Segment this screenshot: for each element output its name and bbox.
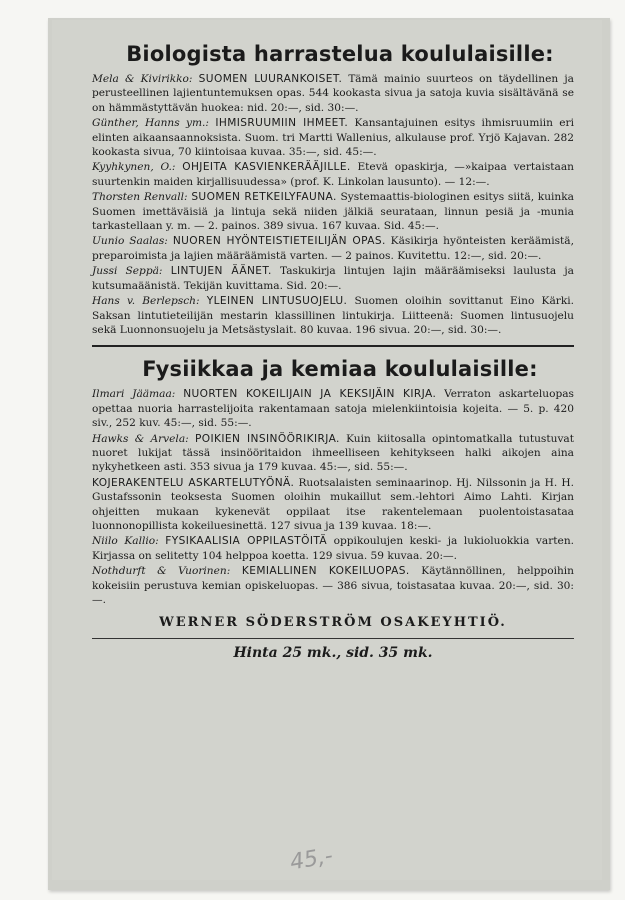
book-description: Käytännöllinen, helppoihin kokeisiin perustuva kemian opiskeluopas. — 386 sivua, toistasataa kuvaa. 20:—, sid. 30:—. xyxy=(92,565,574,606)
book-entry xyxy=(92,160,574,189)
book-author: Niilo Kallio: xyxy=(92,535,159,548)
biology-book-list xyxy=(92,72,574,337)
book-description: Ruotsalaisten seminaarinop. Hj. Nilssonin ja H. H. Gustafssonin teoksesta Suomen oloihin mukaillut sem.-lehtori Aimo Lahti. Kirjan ohjeitten mukaan kykenevät oppilaat itse rakentelemaan puolentoistasataa luonnonopillista kokeiluesinettä. 127 sivua ja 139 kuvaa. 18:—. xyxy=(92,476,575,532)
book-title: OHJEITA KASVIENKERÄÄJILLE. xyxy=(182,161,351,174)
book-entry xyxy=(92,432,574,475)
book-description: Systemaattis-biologinen esitys siitä, kuinka Suomen imettäväisiä ja lintuja sekä niiden jälkiä seurataan, linnun pesiä ja -munia tarkastellaan y. m. — 2. painos. 389 sivua. 167 kuvaa. Sid. 45:—. xyxy=(92,191,574,233)
book-author: Thorsten Renvall: xyxy=(92,191,188,204)
physics-book-list xyxy=(92,387,574,607)
back-cover-page xyxy=(52,20,602,880)
book-description: Käsikirja hyönteisten keräämistä, preparoimista ja lajien määräämistä varten. — 2 painos. Kuvitettu. 12:—, sid. 20:—. xyxy=(92,235,574,262)
book-author: Ilmari Jäämaa: xyxy=(92,388,176,401)
book-title: LINTUJEN ÄÄNET. xyxy=(170,265,272,278)
biology-heading: Biologista harrastelua koululaisille: xyxy=(126,42,554,66)
book-author: Mela & Kivirikko: xyxy=(92,73,193,85)
book-author: Günther, Hanns ym.: xyxy=(92,117,209,130)
book-description: Kuin kiitosalla opintomatkalla tutustuvat nuoret lukijat tässä insinööritaidon ihmeelliseen kehitykseen halki aikojen aina nykyhetkeen asti. 353 sivua ja 179 kuvaa. 45:—, sid. 55:—. xyxy=(92,432,575,474)
book-author: Hawks & Arvela: xyxy=(92,432,189,445)
physics-heading: Fysiikkaa ja kemiaa koululaisille: xyxy=(142,357,538,382)
book-author: Uunio Saalas: xyxy=(92,235,168,248)
book-title: SUOMEN RETKEILYFAUNA. xyxy=(191,191,337,204)
book-author: Hans v. Berlepsch: xyxy=(92,295,200,308)
book-entry xyxy=(92,387,574,430)
book-title: SUOMEN LUURANKOISET. xyxy=(198,73,343,85)
book-author: Kyyhkynen, O.: xyxy=(92,161,176,174)
book-title: YLEINEN LINTUSUOJELU. xyxy=(206,295,348,308)
book-entry xyxy=(92,264,574,293)
pencil-price-note: 45,- xyxy=(288,843,335,876)
book-description: Etevä opaskirja, —»kaipaa vertaistaan suurtenkin maiden kirjallisuudessa» (prof. K. Linkolan lausunto). — 12:—. xyxy=(92,161,574,188)
publisher-name: WERNER SÖDERSTRÖM OSAKEYHTIÖ. xyxy=(159,615,507,631)
book-entry xyxy=(92,116,574,159)
book-entry xyxy=(92,72,574,115)
book-title: NUORTEN KOKEILIJAIN JA KEKSIJÄIN KIRJA. xyxy=(183,388,437,401)
book-description: Suomen oloihin sovittanut Eino Kärki. Saksan lintutieteilijän mestarin klassillinen lintukirja. Liitteenä: Suomen lintusuojelu sekä Luonnonsuojelu ja Metsästyslait. 80 kuvaa. 196 sivua. 20:—, sid. 30:—. xyxy=(92,295,575,336)
section-divider xyxy=(92,345,574,347)
book-description: Taskukirja lintujen lajin määräämiseksi laulusta ja kutsumaäänistä. Tekijän kuvittama. Sid. 20:—. xyxy=(92,265,574,292)
book-description: oppikoulujen keski- ja lukioluokkia varten. Kirjassa on selitetty 104 helppoa koetta. 129 sivua. 59 kuvaa. 20:—. xyxy=(92,535,575,562)
book-entry xyxy=(92,534,574,563)
book-title: KOJERAKENTELU ASKARTELUTYÖNÄ. xyxy=(92,476,295,489)
price-divider xyxy=(92,638,574,639)
book-description: Tämä mainio suurteos on täydellinen ja perusteellinen lajientuntemuksen opas. 544 kookasta sivua ja satoja kuvia sisältävänä se on hämmästyttävän huokea: nid. 20:—, sid. 30:—. xyxy=(92,73,574,114)
book-title: IHMISRUUMIIN IHMEET. xyxy=(215,117,349,130)
book-author: Jussi Seppä: xyxy=(92,265,163,278)
book-entry xyxy=(92,564,574,607)
book-entry xyxy=(92,234,574,263)
book-title: FYSIKAALISIA OPPILASTÖITÄ xyxy=(165,535,328,548)
book-description: Verraton askarteluopas opettaa nuoria harrastelijoita rakentamaan satoja mielenkiintoisia kojeita. — 5. p. 420 siv., 252 kuv. 45:—, sid. 55:—. xyxy=(92,388,574,430)
book-title: NUOREN HYÖNTEISTIETEILIJÄN OPAS. xyxy=(172,235,386,248)
book-description: Kansantajuinen esitys ihmisruumiin eri elinten aikaansaannoksista. Suom. tri Martti Wallenius, alkulause prof. Yrjö Kajavan. 282 kookasta sivua, 70 kiintoisaa kuvaa. 35:—, sid. 45:—. xyxy=(92,117,575,159)
book-entry xyxy=(92,190,574,233)
book-entry xyxy=(92,476,574,534)
price-line: Hinta 25 mk., sid. 35 mk. xyxy=(233,645,433,662)
book-entry xyxy=(92,294,574,337)
book-title: KEMIALLINEN KOKEILUOPAS. xyxy=(241,565,410,578)
book-title: POIKIEN INSINÖÖRIKIRJA. xyxy=(195,432,340,445)
book-author: Nothdurft & Vuorinen: xyxy=(92,565,231,578)
